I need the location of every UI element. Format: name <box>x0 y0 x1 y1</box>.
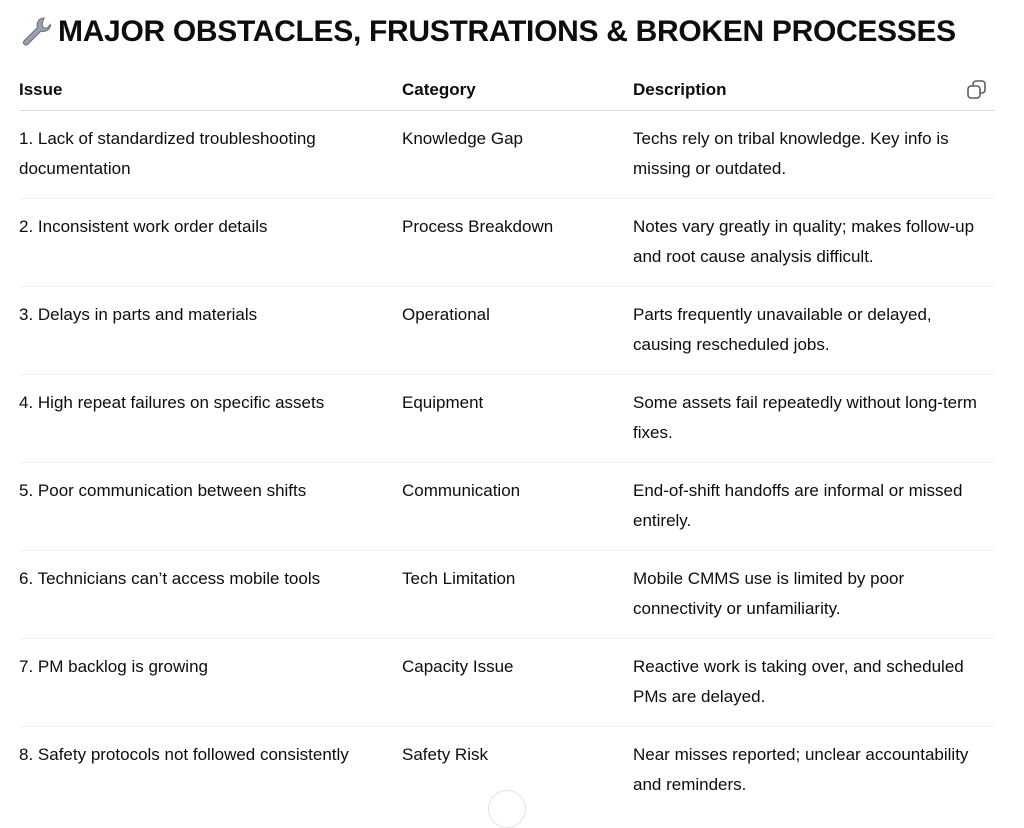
category-cell: Knowledge Gap <box>402 129 523 148</box>
column-header-issue: Issue <box>19 80 63 99</box>
table-row <box>19 111 995 199</box>
table-row <box>19 463 995 551</box>
copy-icon[interactable] <box>965 78 989 102</box>
table-row <box>19 375 995 463</box>
description-cell: Parts frequently unavailable or delayed, causing rescheduled jobs. <box>633 305 932 354</box>
issue-cell: 6. Technicians can’t access mobile tools <box>19 569 321 588</box>
description-cell: Techs rely on tribal knowledge. Key info is missing or outdated. <box>633 129 949 178</box>
scroll-down-button[interactable] <box>488 790 526 828</box>
issue-cell: 3. Delays in parts and materials <box>19 305 258 324</box>
description-cell: Mobile CMMS use is limited by poor connectivity or unfamiliarity. <box>633 569 905 618</box>
category-cell: Capacity Issue <box>402 657 514 676</box>
category-cell: Process Breakdown <box>402 217 554 236</box>
category-cell: Equipment <box>402 393 484 412</box>
issue-cell: 2. Inconsistent work order details <box>19 217 268 236</box>
obstacles-table <box>19 70 995 814</box>
description-cell: End-of-shift handoffs are informal or missed entirely. <box>633 481 963 530</box>
table-header <box>19 70 995 111</box>
wrench-icon <box>18 14 54 50</box>
column-header-description: Description <box>633 80 727 99</box>
category-cell: Communication <box>402 481 521 500</box>
issue-cell: 4. High repeat failures on specific assets <box>19 393 325 412</box>
heading-text: MAJOR OBSTACLES, FRUSTRATIONS & BROKEN PROCESSES <box>58 15 956 48</box>
description-cell: Reactive work is taking over, and scheduled PMs are delayed. <box>633 657 964 706</box>
issue-cell: 7. PM backlog is growing <box>19 657 208 676</box>
description-cell: Near misses reported; unclear accountability and reminders. <box>633 745 969 794</box>
table-row <box>19 199 995 287</box>
issue-cell: 5. Poor communication between shifts <box>19 481 307 500</box>
issue-cell: 8. Safety protocols not followed consistently <box>19 745 349 764</box>
category-cell: Operational <box>402 305 490 324</box>
table-row <box>19 551 995 639</box>
description-cell: Some assets fail repeatedly without long-term fixes. <box>633 393 977 442</box>
column-header-category: Category <box>402 80 476 99</box>
issue-cell: 1. Lack of standardized troubleshooting documentation <box>19 129 316 178</box>
category-cell: Tech Limitation <box>402 569 516 588</box>
section-heading <box>18 14 956 50</box>
description-cell: Notes vary greatly in quality; makes follow-up and root cause analysis difficult. <box>633 217 975 266</box>
table-row <box>19 639 995 727</box>
category-cell: Safety Risk <box>402 745 488 764</box>
table-row <box>19 287 995 375</box>
